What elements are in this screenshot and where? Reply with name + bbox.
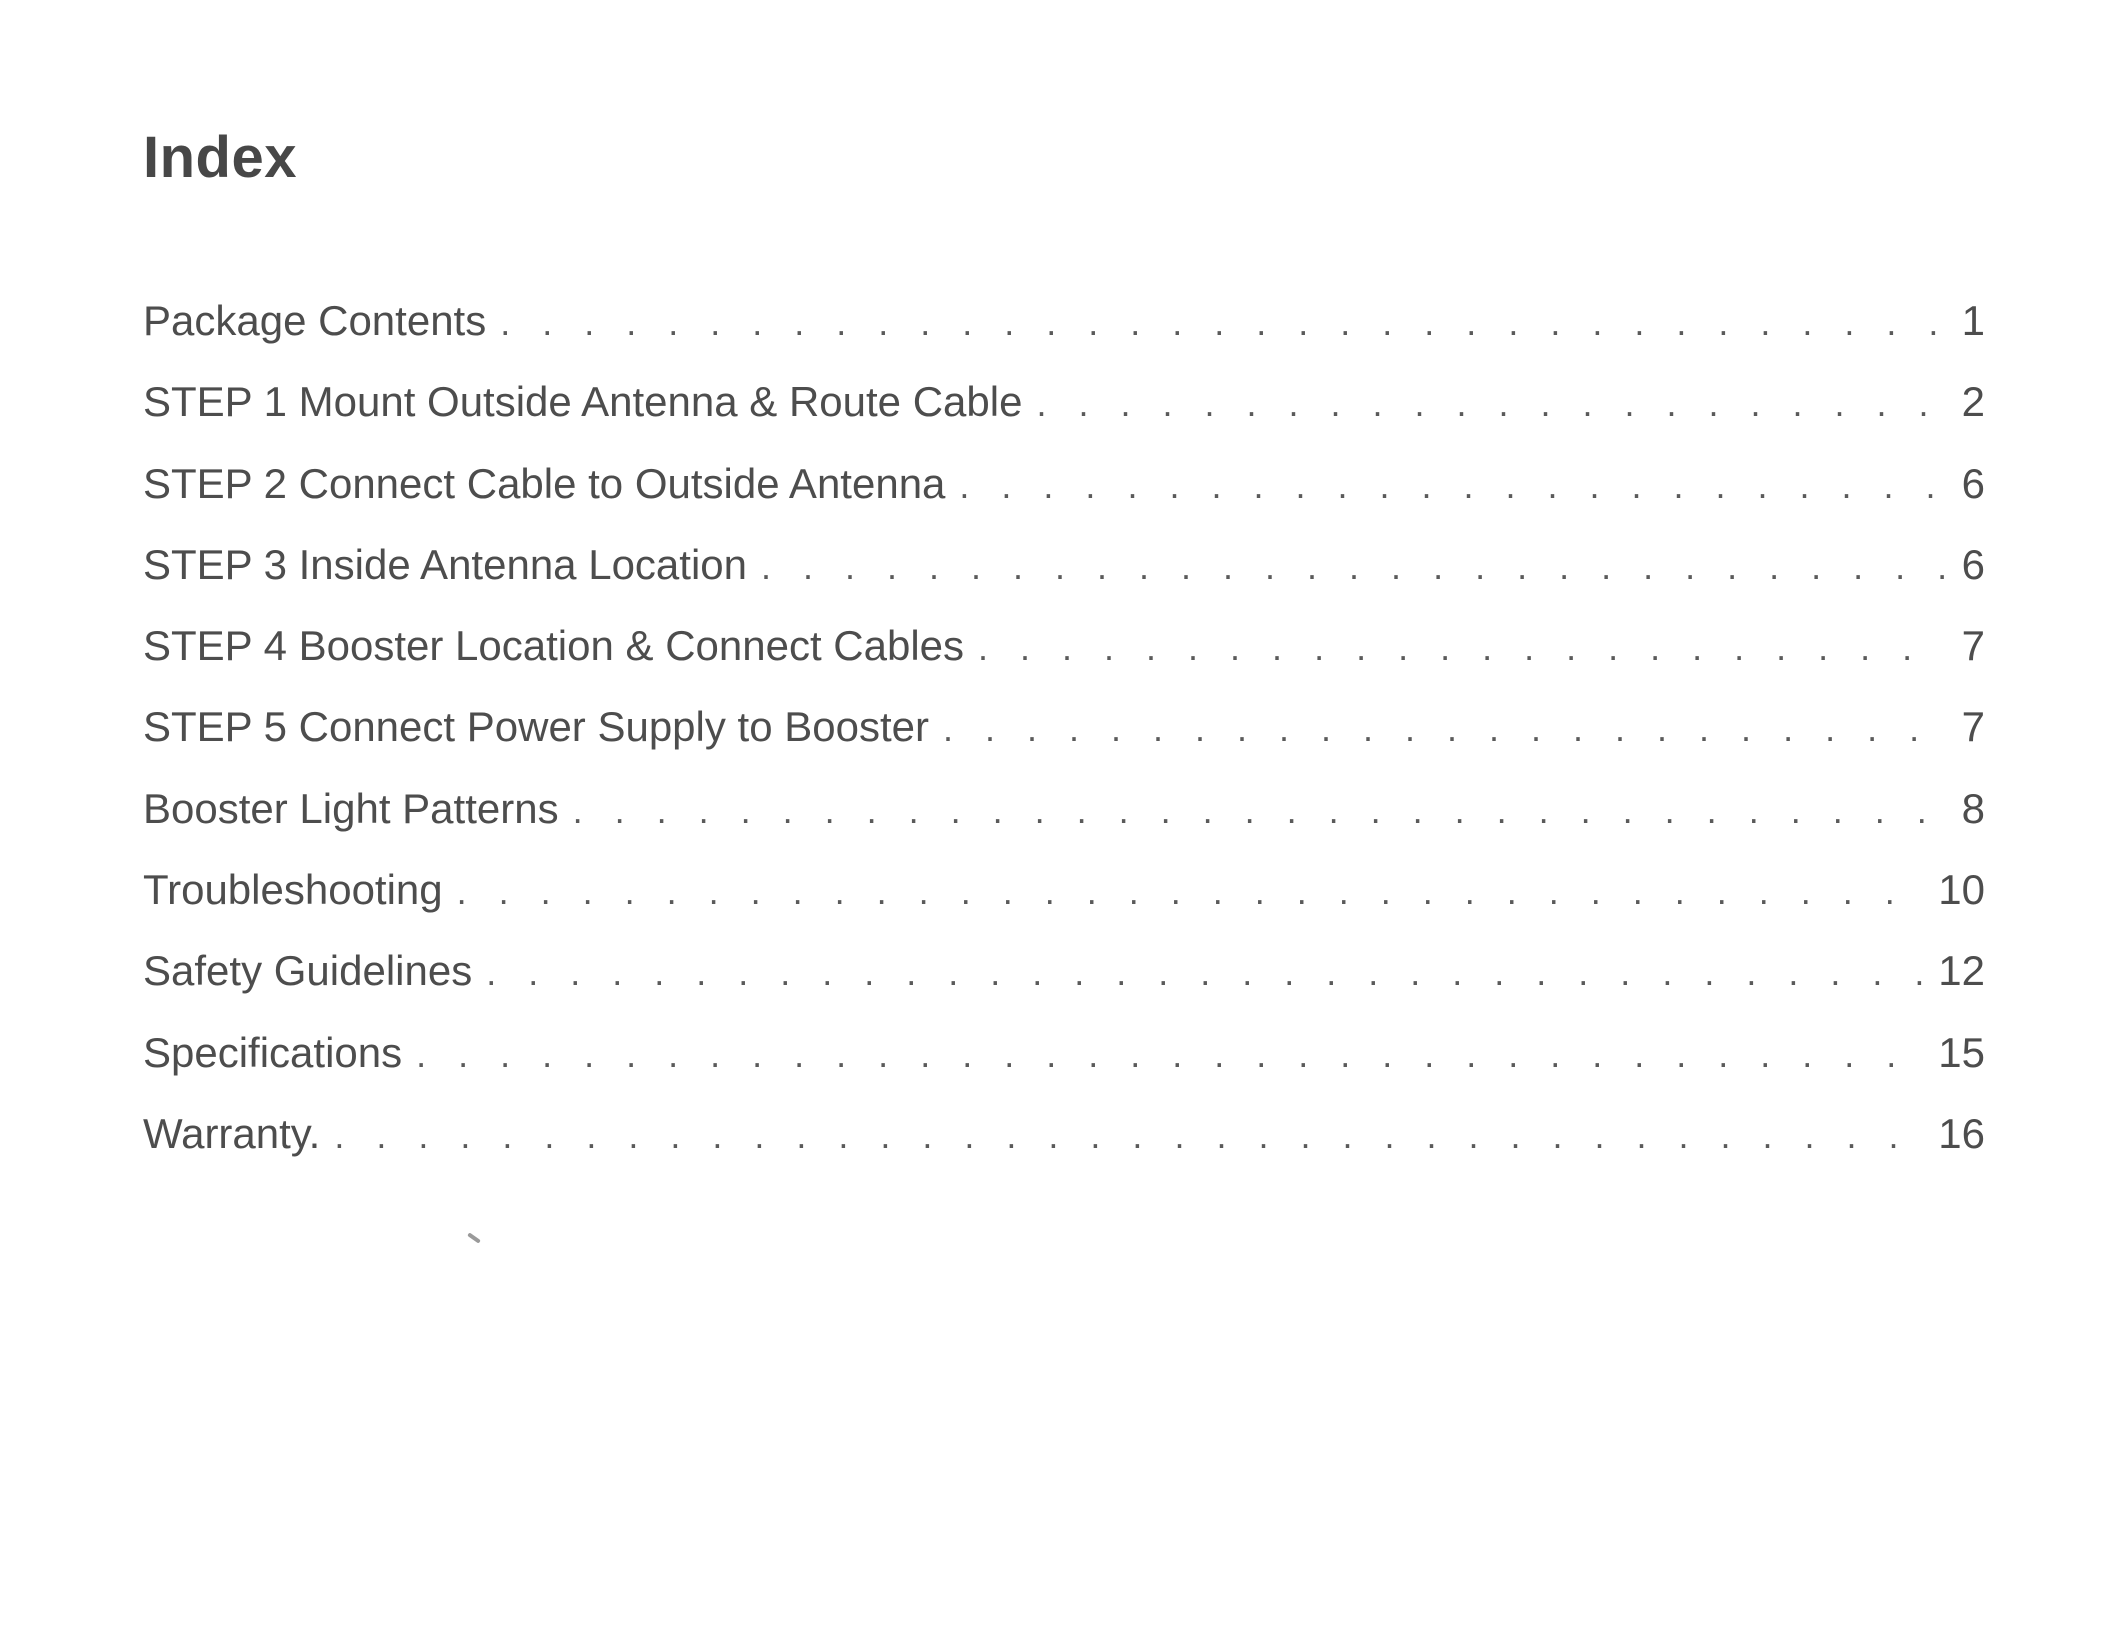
toc-entry-label: STEP 5 Connect Power Supply to Booster bbox=[143, 703, 929, 751]
toc-entry-page-number: 6 bbox=[1961, 540, 1985, 588]
dot-leader bbox=[978, 612, 1947, 684]
toc-entry-page-number: 7 bbox=[1961, 622, 1985, 670]
toc-entry-step-4 bbox=[143, 610, 1985, 691]
dot-leader bbox=[959, 450, 1947, 522]
scan-speck bbox=[467, 1232, 481, 1243]
toc-entry-page-number: 7 bbox=[1961, 703, 1985, 751]
toc-entry-label: STEP 2 Connect Cable to Outside Antenna bbox=[143, 459, 946, 507]
toc-entry-step-5 bbox=[143, 691, 1985, 772]
toc-entry-package-contents bbox=[143, 285, 1985, 366]
toc-entry-step-3 bbox=[143, 529, 1985, 610]
table-of-contents bbox=[143, 285, 1985, 1179]
toc-entry-booster-light-patterns bbox=[143, 773, 1985, 854]
toc-entry-label: Safety Guidelines bbox=[143, 947, 473, 995]
toc-entry-label: Booster Light Patterns bbox=[143, 784, 559, 832]
toc-entry-page-number: 2 bbox=[1961, 378, 1985, 426]
toc-entry-label: Troubleshooting bbox=[143, 866, 443, 914]
dot-leader bbox=[500, 287, 1947, 359]
toc-entry-page-number: 8 bbox=[1961, 784, 1985, 832]
dot-leader bbox=[943, 693, 1947, 765]
toc-entry-troubleshooting bbox=[143, 854, 1985, 935]
toc-entry-page-number: 10 bbox=[1938, 866, 1985, 914]
toc-entry-label: STEP 4 Booster Location & Connect Cables bbox=[143, 622, 965, 670]
toc-entry-page-number: 6 bbox=[1961, 459, 1985, 507]
toc-entry-step-1 bbox=[143, 366, 1985, 447]
toc-entry-label: Warranty. bbox=[143, 1109, 321, 1157]
page-title: Index bbox=[143, 125, 297, 190]
dot-leader bbox=[334, 1100, 1924, 1172]
dot-leader bbox=[573, 775, 1947, 847]
dot-leader bbox=[761, 531, 1947, 603]
toc-entry-step-2 bbox=[143, 448, 1985, 529]
toc-entry-label: Package Contents bbox=[143, 297, 487, 344]
toc-entry-specifications bbox=[143, 1017, 1985, 1098]
toc-entry-page-number: 1 bbox=[1961, 297, 1985, 344]
toc-entry-label: Specifications bbox=[143, 1028, 403, 1076]
toc-entry-page-number: 15 bbox=[1938, 1028, 1985, 1076]
toc-entry-label: STEP 1 Mount Outside Antenna & Route Cable bbox=[143, 378, 1023, 426]
dot-leader bbox=[416, 1019, 1924, 1091]
dot-leader bbox=[486, 937, 1924, 1009]
toc-entry-label: STEP 3 Inside Antenna Location bbox=[143, 540, 747, 588]
toc-entry-page-number: 12 bbox=[1938, 947, 1985, 995]
toc-entry-page-number: 16 bbox=[1938, 1109, 1985, 1157]
toc-entry-safety-guidelines bbox=[143, 935, 1985, 1016]
toc-entry-warranty bbox=[143, 1098, 1985, 1179]
dot-leader bbox=[1036, 368, 1947, 440]
dot-leader bbox=[457, 856, 1925, 928]
